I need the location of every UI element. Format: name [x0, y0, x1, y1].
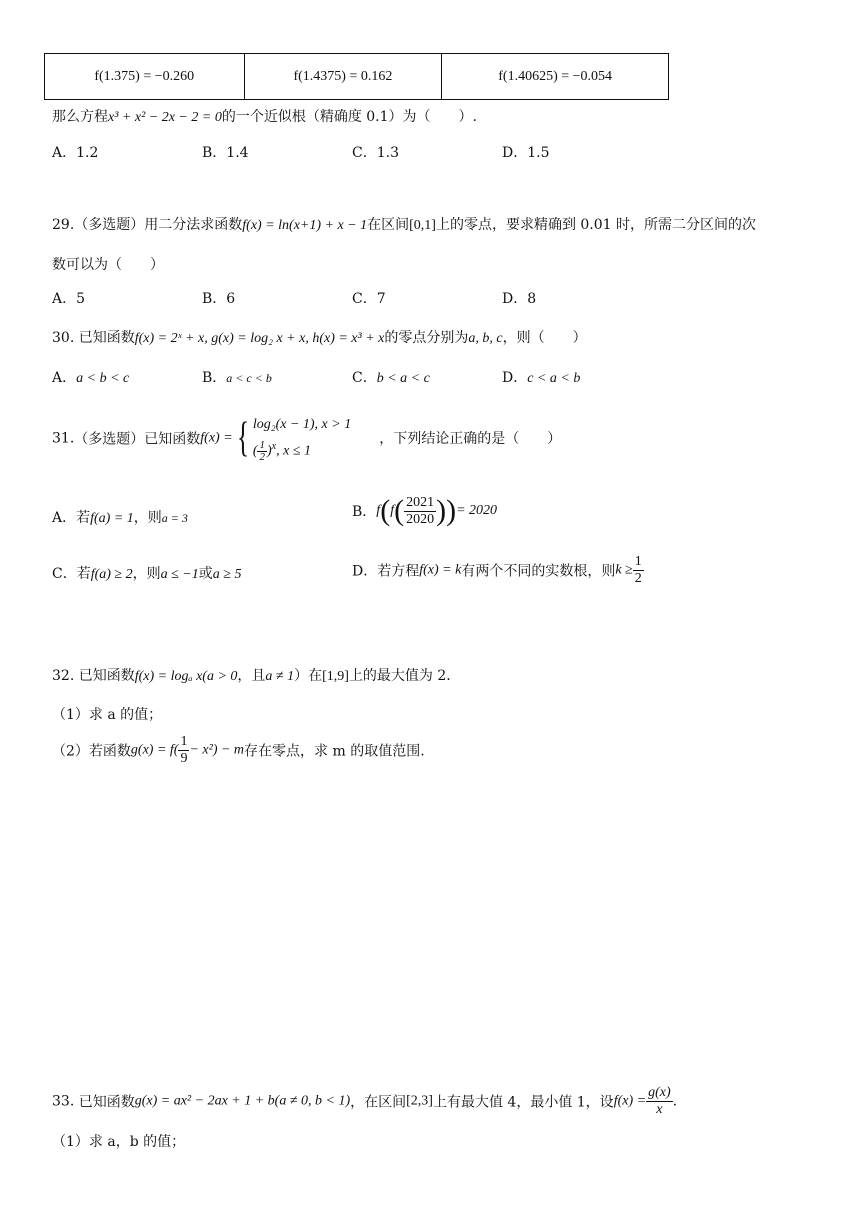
table-cell: f(1.4375) = 0.162 [244, 54, 442, 100]
q30-functions: f(x) = 2ˣ + x, g(x) = log₂ x + x, h(x) = x³ + x [134, 331, 385, 346]
q33-sub1: （1）求 a，b 的值； [52, 1134, 186, 1150]
q29-stem-line2: 数可以为（ ） [52, 257, 164, 273]
q29-option-a: A．5 [52, 291, 86, 307]
q28-option-c: C．1.3 [352, 145, 399, 161]
q31-option-b: B．f(f( $\frac{2021}{2020}$ ))= 2020 [352, 494, 498, 527]
q31-option-c: C．若f(a) ≥ 2，则a ≤ −1或a ≥ 5 [52, 566, 242, 582]
q32-stem: 32. 已知函数f(x) = logₐ x(a > 0，且a ≠ 1）在[1,9]上的最大值为 2. [52, 668, 451, 684]
piecewise-brace: { [236, 415, 249, 462]
q28-option-d: D．1.5 [502, 145, 550, 161]
q31-option-d: D．若方程f(x) = k有两个不同的实数根，则k ≥ $\frac{1}{2}$ [352, 554, 642, 586]
q29-stem: 29.（多选题）用二分法求函数f(x) = ln(x+1) + x − 1在区间[0,1]上的零点，要求精确到 0.01 时，所需二分区间的次 [52, 217, 757, 233]
q32-sub2: （2）若函数g(x) = f( $\frac{1}{9}$ − x²) − m存在零点，求 m 的取值范围. [52, 734, 425, 766]
q28-equation: x³ + x² − 2x − 2 = 0 [108, 110, 222, 125]
q28-stem: 那么方程x³ + x² − 2x − 2 = 0的一个近似根（精确度 0.1）为（ ）. [52, 109, 477, 125]
q30-option-c: C．b < a < c [352, 370, 430, 386]
q31-option-a: A．若f(a) = 1，则a = 3 [52, 510, 188, 526]
q29-option-d: D．8 [502, 291, 537, 307]
piecewise-cases: log₂(x − 1), x > 1 ( $\frac{1}{2}$ )$^x$, x ≤ 1 [252, 417, 352, 463]
q30-option-b: B．a < c < b [202, 370, 272, 386]
q29-function: f(x) = ln(x+1) + x − 1 [242, 218, 368, 233]
q31-stem: 31.（多选题）已知函数f(x) ={ log₂(x − 1), x > 1 ( $\frac{1}{2}$ )$^x$, x ≤ 1 ，下列结论正确的是（ ） [52, 415, 562, 463]
value-table [44, 53, 669, 100]
q30-option-a: A．a < b < c [52, 370, 130, 386]
q29-option-c: C．7 [352, 291, 386, 307]
table-cell: f(1.40625) = −0.054 [442, 54, 669, 100]
q29-option-b: B．6 [202, 291, 236, 307]
q32-sub1: （1）求 a 的值； [52, 707, 163, 723]
q33-stem: 33. 已知函数g(x) = ax² − 2ax + 1 + b(a ≠ 0, b < 1)，在区间[2,3]上有最大值 4，最小值 1，设f(x) = $\frac{g(x)}{x}$ . [52, 1085, 678, 1117]
q30-stem: 30. 已知函数f(x) = 2ˣ + x, g(x) = log₂ x + x, h(x) = x³ + x的零点分别为a, b, c，则（ ） [52, 330, 587, 346]
q30-option-d: D．c < a < b [502, 370, 581, 386]
q28-option-a: A．1.2 [52, 145, 99, 161]
q28-option-b: B．1.4 [202, 145, 249, 161]
table-cell: f(1.375) = −0.260 [45, 54, 245, 100]
